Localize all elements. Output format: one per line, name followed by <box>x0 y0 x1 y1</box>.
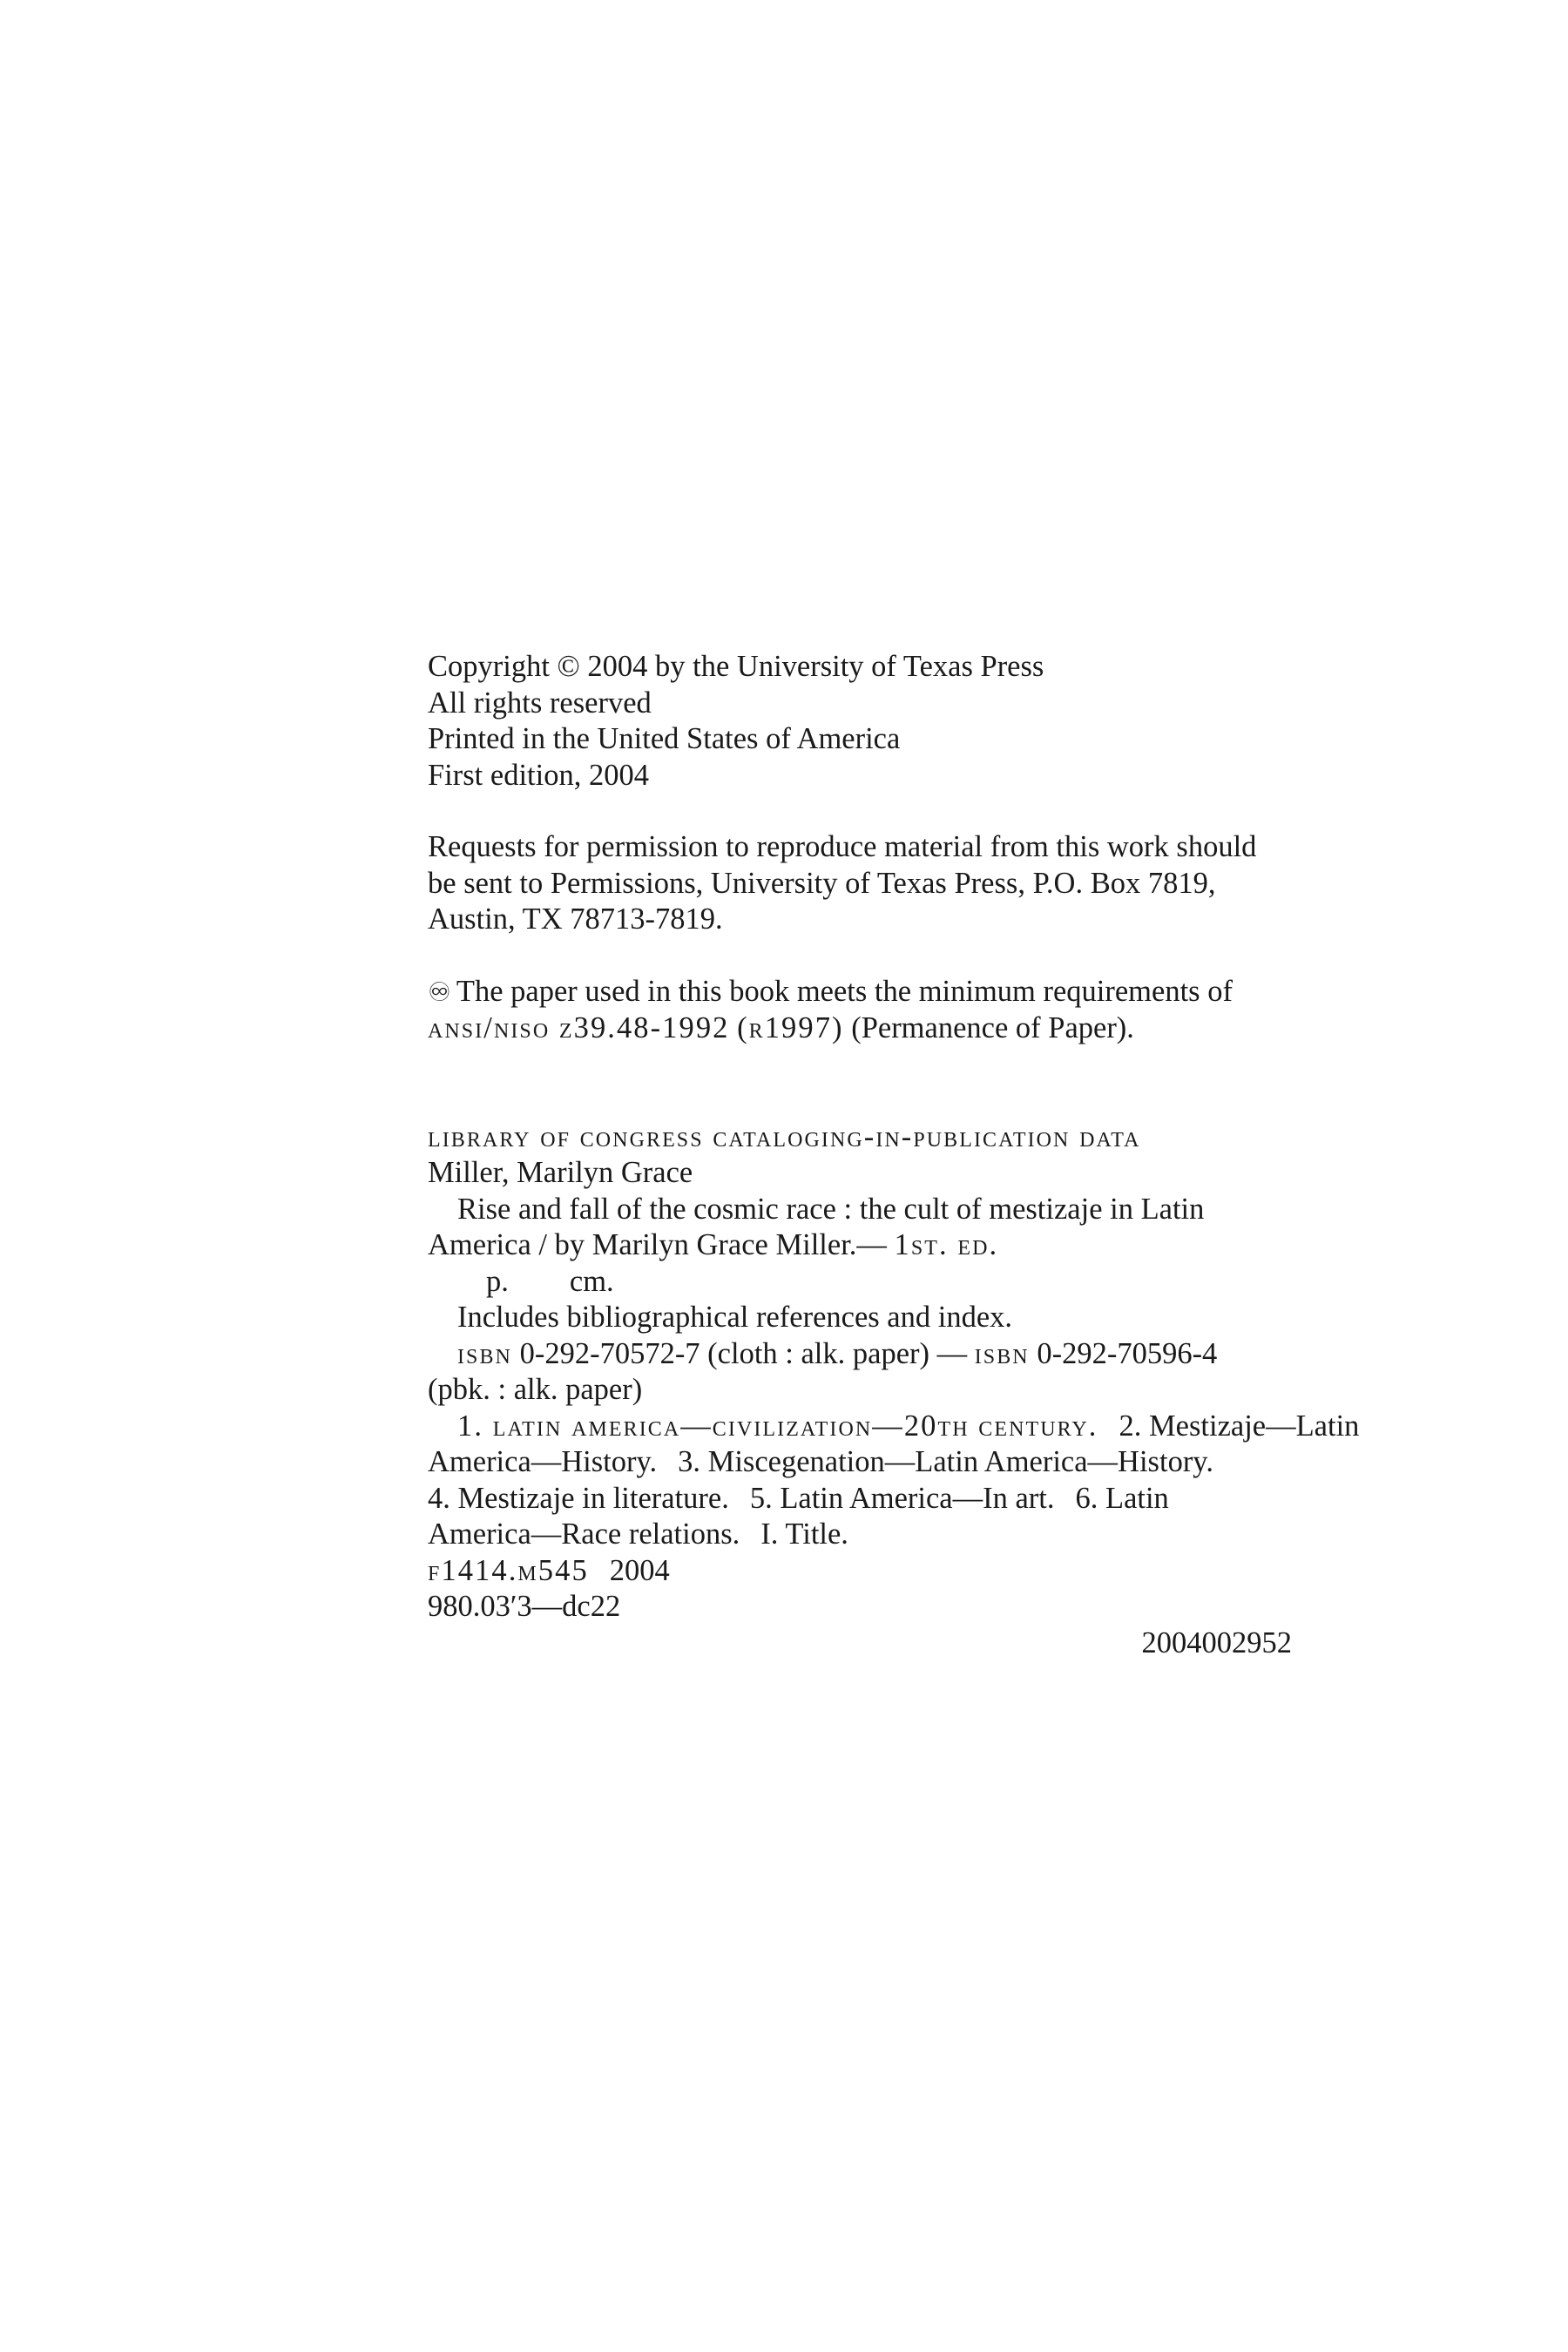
copyright-text-block <box>428 649 1360 1661</box>
subject-5: 5. Latin America—In art. <box>749 1481 1055 1515</box>
paper-line-1 <box>428 974 1299 1011</box>
lc-year: 2004 <box>609 1553 670 1587</box>
cip-heading: library of congress cataloging-in-publication data <box>428 1119 1141 1153</box>
copyright-line: Copyright © 2004 by the University of Texas Press <box>428 650 1044 683</box>
subject-1: 1. latin america—civilization—20th century. <box>457 1409 1098 1443</box>
cip-title-line-2 <box>428 1227 1299 1264</box>
cip-edition: 1st. ed. <box>894 1228 999 1261</box>
subject-title: I. Title. <box>760 1517 848 1551</box>
cip-isbn-line <box>428 1336 1299 1373</box>
lc-class: f1414.m545 <box>428 1553 589 1587</box>
isbn-cloth: 0-292-70572-7 (cloth : alk. paper) — <box>519 1336 968 1370</box>
cip-p: p. <box>486 1264 509 1298</box>
cip-notes: Includes bibliographical references and index. <box>457 1301 1013 1334</box>
subject-2a: 2. Mestizaje—Latin <box>1119 1409 1360 1443</box>
infinity-icon: ♾ <box>428 977 451 1007</box>
subject-3: 3. Miscegenation—Latin America—History. <box>678 1445 1213 1478</box>
paper-r-code: (r1997) <box>737 1011 844 1044</box>
permissions-line-2: be sent to Permissions, University of Texas Press, P.O. Box 7819, <box>428 866 1216 900</box>
isbn-pbk: 0-292-70596-4 <box>1037 1336 1218 1370</box>
permissions-line-3: Austin, TX 78713-7819. <box>428 902 723 936</box>
subject-2b: America—History. <box>428 1445 658 1478</box>
cip-subjects-line-2 <box>428 1444 1299 1481</box>
isbn-label-2: isbn <box>974 1336 1030 1370</box>
rights-line: All rights reserved <box>428 686 652 720</box>
paper-standard: ansi/niso z39.48-1992 <box>428 1011 730 1044</box>
subject-6b: America—Race relations. <box>428 1517 740 1551</box>
cip-title-line-1: Rise and fall of the cosmic race : the cult of mestizaje in Latin <box>457 1192 1205 1226</box>
cip-lccn: 2004002952 <box>1141 1625 1292 1659</box>
cip-subjects-line-4 <box>428 1517 1299 1553</box>
permissions-line-1: Requests for permission to reproduce material from this work should <box>428 830 1257 863</box>
paper-text: The paper used in this book meets the minimum requirements of <box>456 974 1233 1008</box>
cip-subjects-line-1 <box>428 1409 1360 1445</box>
paper-permanence: (Permanence of Paper). <box>851 1011 1134 1044</box>
printed-line: Printed in the United States of America <box>428 722 901 755</box>
cip-dewey: 980.03′3—dc22 <box>428 1590 621 1623</box>
cip-title-byline: America / by Marilyn Grace Miller.— <box>428 1228 887 1261</box>
subject-4: 4. Mestizaje in literature. <box>428 1481 729 1515</box>
cip-isbn-tail: (pbk. : alk. paper) <box>428 1373 643 1406</box>
cip-subjects-line-3 <box>428 1481 1299 1517</box>
edition-line: First edition, 2004 <box>428 758 649 792</box>
cip-cm: cm. <box>569 1264 614 1298</box>
cip-physical <box>428 1264 1299 1301</box>
subject-6a: 6. Latin <box>1075 1481 1169 1515</box>
cip-author: Miller, Marilyn Grace <box>428 1156 693 1189</box>
cip-lc-class-line <box>428 1553 1299 1590</box>
paper-line-2 <box>428 1010 1299 1047</box>
isbn-label-1: isbn <box>457 1336 512 1370</box>
